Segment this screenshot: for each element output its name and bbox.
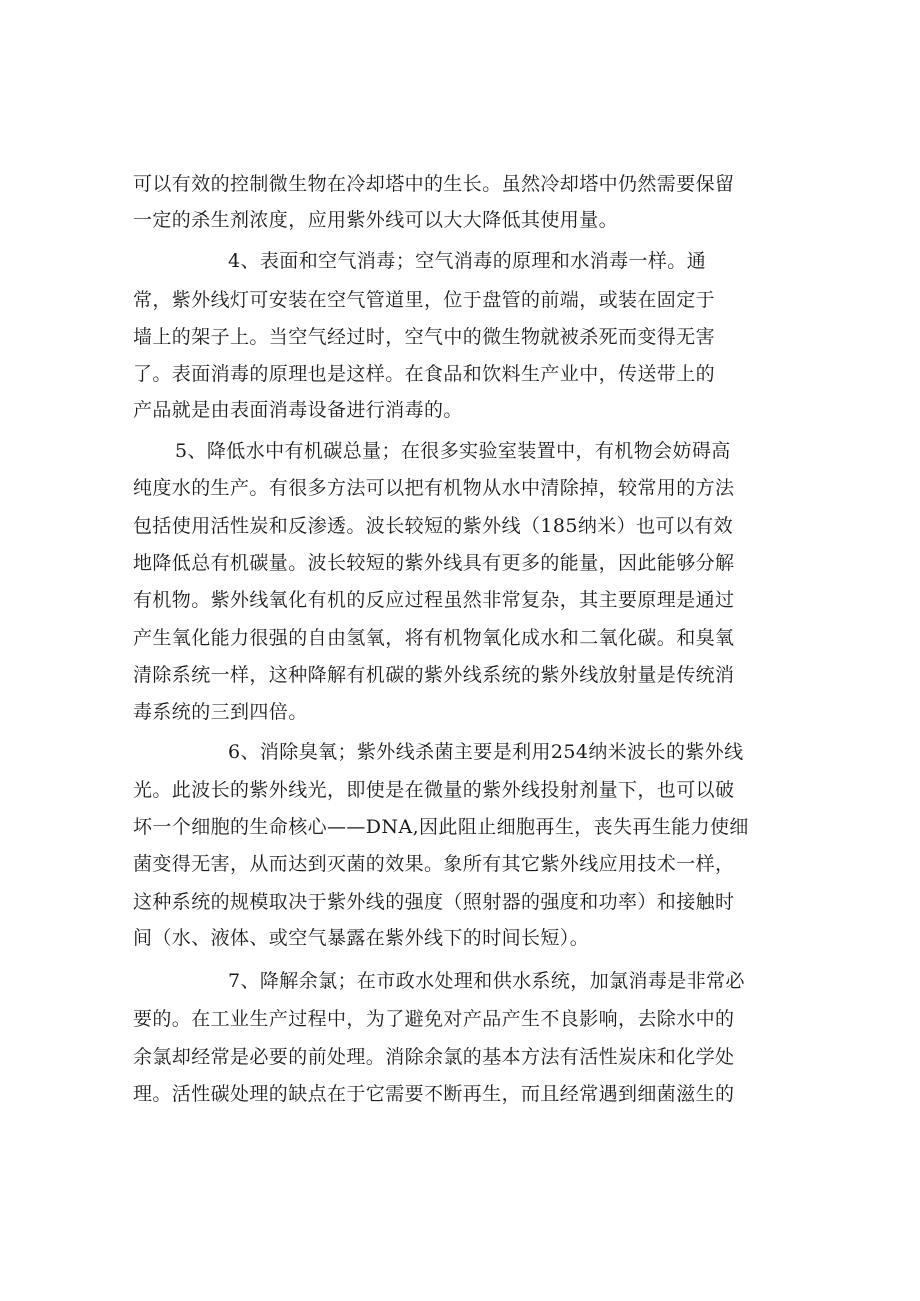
text-line: 4、表面和空气消毒；空气消毒的原理和水消毒一样。通 [228,250,707,272]
text-line: 5、降低水中有机碳总量；在很多实验室装置中，有机物会妨碍高 [175,440,731,462]
text-line: 坏一个细胞的生命核心——DNA,因此阻止细胞再生，丧失再生能力使细 [133,816,749,838]
text-line: 产品就是由表面消毒设备进行消毒的。 [133,399,463,421]
text-line: 包括使用活性炭和反渗透。波长较短的紫外线（185纳米）也可以有效 [133,515,734,537]
text-line: 理。活性碳处理的缺点在于它需要不断再生，而且经常遇到细菌滋生的 [133,1083,735,1105]
text-line: 常，紫外线灯可安装在空气管道里，位于盘管的前端，或装在固定于 [133,289,716,311]
text-line: 清除系统一样，这种降解有机碳的紫外线系统的紫外线放射量是传统消 [133,664,735,686]
text-line: 要的。在工业生产过程中，为了避免对产品产生不良影响，去除水中的 [133,1008,735,1030]
text-line: 光。此波长的紫外线光，即使是在微量的紫外线投射剂量下，也可以破 [133,779,735,801]
text-line: 了。表面消毒的原理也是这样。在食品和饮料生产业中，传送带上的 [133,363,716,385]
text-line: 一定的杀生剂浓度，应用紫外线可以大大降低其使用量。 [133,209,619,231]
text-line: 7、降解余氯；在市政水处理和供水系统，加氯消毒是非常必 [228,970,745,992]
text-line: 可以有效的控制微生物在冷却塔中的生长。虽然冷却塔中仍然需要保留 [133,173,735,195]
text-line: 有机物。紫外线氧化有机的反应过程虽然非常复杂，其主要原理是通过 [133,589,735,611]
text-line: 余氯却经常是必要的前处理。消除余氯的基本方法有活性炭床和化学处 [133,1046,735,1068]
text-line: 纯度水的生产。有很多方法可以把有机物从水中清除掉，较常用的方法 [133,477,735,499]
text-line: 产生氧化能力很强的自由氢氧，将有机物氧化成水和二氧化碳。和臭氧 [133,627,735,649]
text-line: 毒系统的三到四倍。 [133,701,308,723]
text-line: 墙上的架子上。当空气经过时，空气中的微生物就被杀死而变得无害 [133,326,716,348]
text-line: 菌变得无害，从而达到灭菌的效果。象所有其它紫外线应用技术一样， [133,853,735,875]
text-line: 间（水、液体、或空气暴露在紫外线下的时间长短）。 [133,927,590,949]
text-line: 地降低总有机碳量。波长较短的紫外线具有更多的能量，因此能够分解 [133,552,735,574]
text-line: 这种系统的规模取决于紫外线的强度（照射器的强度和功率）和接触时 [133,891,735,913]
text-line: 6、消除臭氧；紫外线杀菌主要是利用254纳米波长的紫外线 [228,741,744,763]
